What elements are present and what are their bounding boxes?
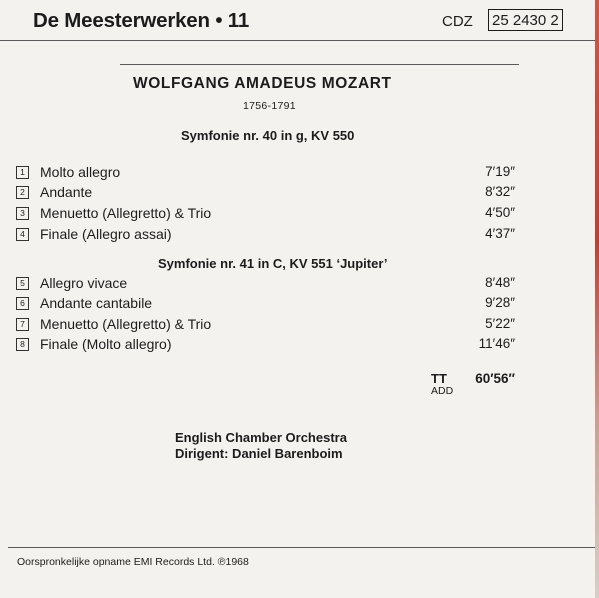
track-title: Finale (Allegro assai)	[40, 226, 172, 242]
composer-name: WOLFGANG AMADEUS MOZART	[133, 75, 392, 92]
track-title: Allegro vivace	[40, 275, 128, 291]
track-number: 4	[16, 228, 29, 241]
catalog-number: 25 2430 2	[488, 9, 563, 31]
track-title: Finale (Molto allegro)	[40, 336, 172, 352]
catalog-prefix: CDZ	[442, 13, 473, 30]
track-duration: 4′37″	[485, 226, 515, 241]
work-title: Symfonie nr. 40 in g, KV 550	[181, 128, 355, 143]
footer-divider	[8, 547, 595, 548]
track-duration: 4′50″	[485, 205, 515, 220]
track-number: 1	[16, 166, 29, 179]
track-duration: 5′22″	[485, 316, 515, 331]
track-title: Molto allegro	[40, 164, 121, 180]
recording-code: ADD	[431, 385, 454, 397]
spine-edge	[595, 0, 599, 598]
header-divider	[0, 40, 595, 41]
track-duration: 11′46″	[478, 336, 515, 351]
track-number: 2	[16, 186, 29, 199]
composer-dates: 1756-1791	[243, 100, 296, 112]
track-title: Menuetto (Allegretto) & Trio	[40, 205, 212, 221]
track-title: Menuetto (Allegretto) & Trio	[40, 316, 212, 332]
track-number: 6	[16, 297, 29, 310]
track-number: 7	[16, 318, 29, 331]
composer-divider	[120, 64, 519, 65]
recording-credit: Oorspronkelijke opname EMI Records Ltd. ℗1968	[17, 556, 249, 568]
track-number: 8	[16, 338, 29, 351]
track-duration: 7′19″	[485, 164, 515, 179]
track-title: Andante	[40, 184, 93, 200]
work-title: Symfonie nr. 41 in C, KV 551 ‘Jupiter’	[158, 256, 388, 271]
track-duration: 9′28″	[485, 295, 515, 310]
conductor-name: Dirigent: Daniel Barenboim	[175, 446, 343, 461]
total-time-value: 60′56″	[475, 371, 515, 386]
track-duration: 8′48″	[485, 275, 515, 290]
series-title: De Meesterwerken • 11	[33, 9, 250, 32]
track-number: 3	[16, 207, 29, 220]
total-time-label: TT	[431, 371, 447, 386]
track-title: Andante cantabile	[40, 295, 153, 311]
track-number: 5	[16, 277, 29, 290]
track-duration: 8′32″	[485, 184, 515, 199]
orchestra-name: English Chamber Orchestra	[175, 430, 347, 445]
